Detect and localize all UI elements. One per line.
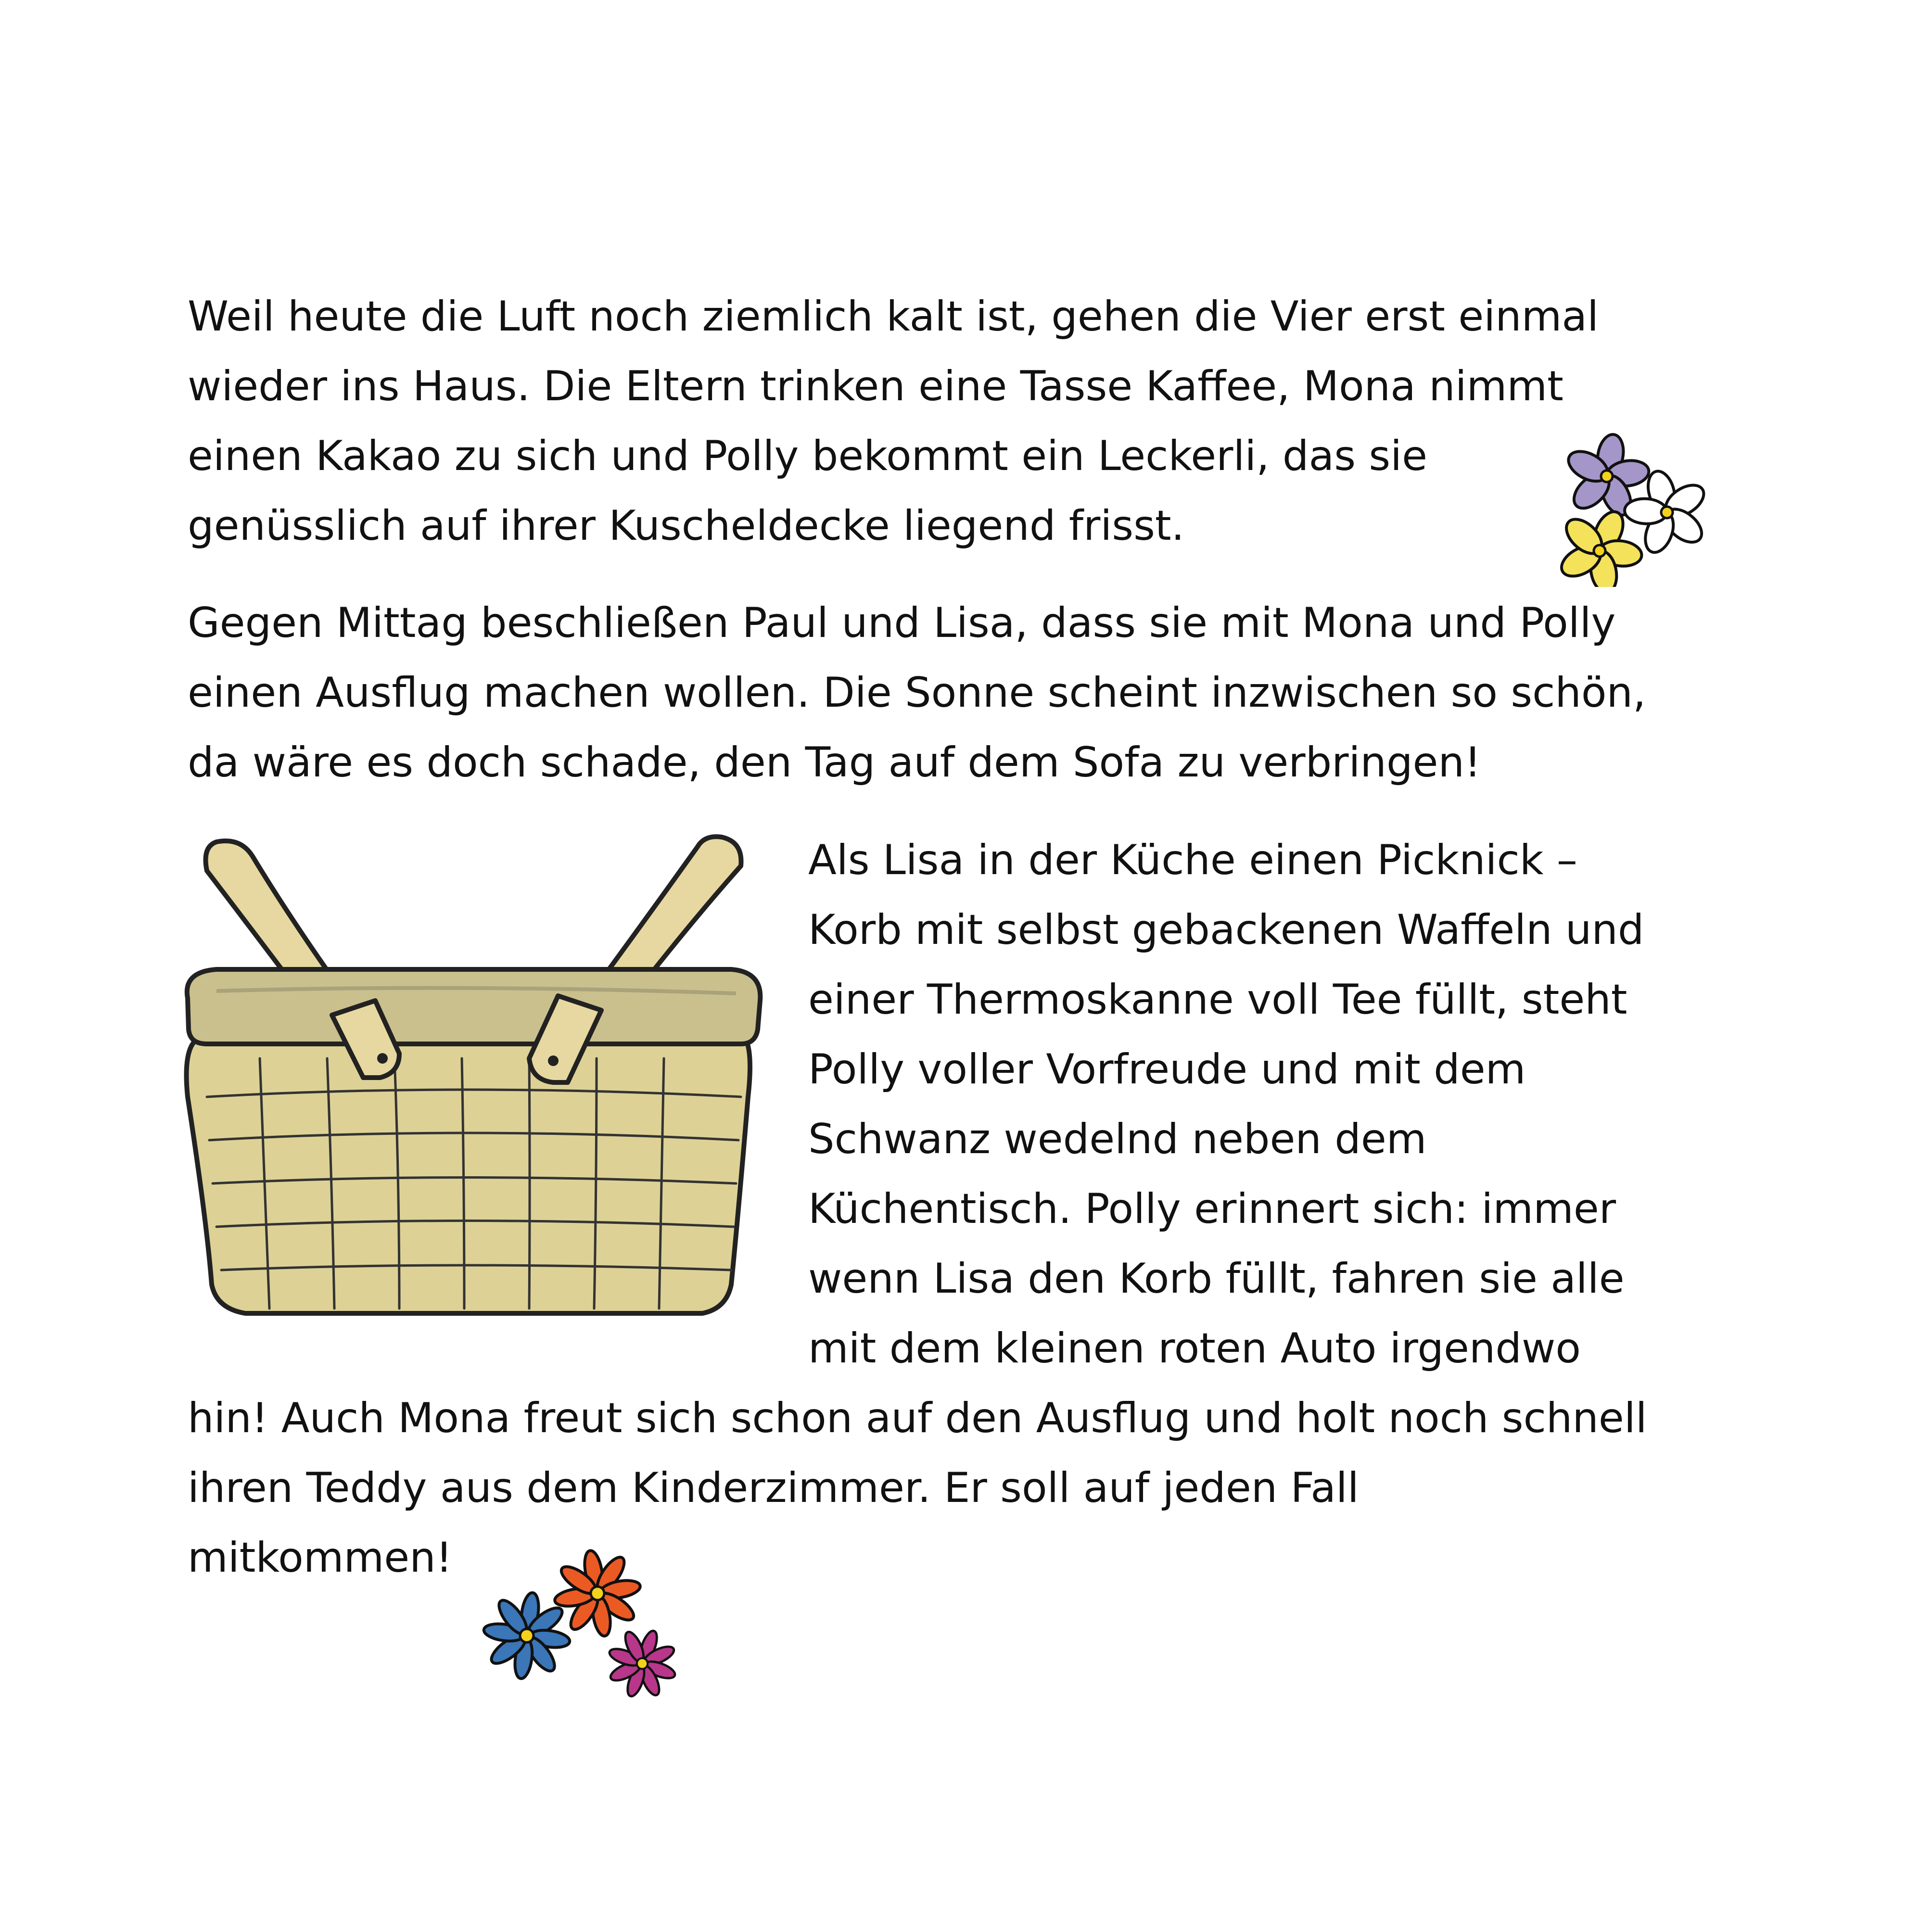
flowers-top-right: [1539, 423, 1722, 587]
text-line: genüsslich auf ihrer Kuscheldecke liegend frisst.: [188, 502, 1184, 550]
text-line: Küchentisch. Polly erinnert sich: immer: [808, 1185, 1616, 1233]
basket-body: [187, 1039, 750, 1313]
text-line: einen Ausflug machen wollen. Die Sonne scheint inzwischen so schön,: [188, 669, 1646, 717]
text-line: ihren Teddy aus dem Kinderzimmer. Er soll auf jeden Fall: [188, 1464, 1359, 1512]
basket-rim: [187, 969, 761, 1044]
text-line: Schwanz wedelnd neben dem: [808, 1115, 1427, 1163]
picnic-basket-icon: [173, 827, 775, 1328]
text-line: Gegen Mittag beschließen Paul und Lisa, dass sie mit Mona und Polly: [188, 599, 1616, 647]
flowers-bottom: [471, 1539, 693, 1703]
text-line: Korb mit selbst gebackenen Waffeln und: [808, 906, 1644, 954]
text-line: wieder ins Haus. Die Eltern trinken eine Tasse Kaffee, Mona nimmt: [188, 362, 1563, 410]
text-line: einen Kakao zu sich und Polly bekommt ein Leckerli, das sie: [188, 432, 1427, 480]
text-line: Polly voller Vorfreude und mit dem: [808, 1045, 1526, 1093]
text-line: mitkommen!: [188, 1534, 453, 1582]
flower-icon: [598, 1619, 687, 1703]
text-line: da wäre es doch schade, den Tag auf dem Sofa zu verbringen!: [188, 738, 1481, 787]
text-line: Weil heute die Luft noch ziemlich kalt ist, gehen die Vier erst einmal: [188, 292, 1599, 341]
text-line: hin! Auch Mona freut sich schon auf den Ausflug und holt noch schnell: [188, 1394, 1647, 1442]
text-line: wenn Lisa den Korb füllt, fahren sie alle: [808, 1255, 1625, 1303]
text-line: Als Lisa in der Küche einen Picknick –: [808, 836, 1577, 884]
text-line: mit dem kleinen roten Auto irgendwo: [808, 1324, 1581, 1373]
text-line: einer Thermoskanne voll Tee füllt, steht: [808, 976, 1627, 1024]
flower-icon: [547, 1543, 648, 1644]
